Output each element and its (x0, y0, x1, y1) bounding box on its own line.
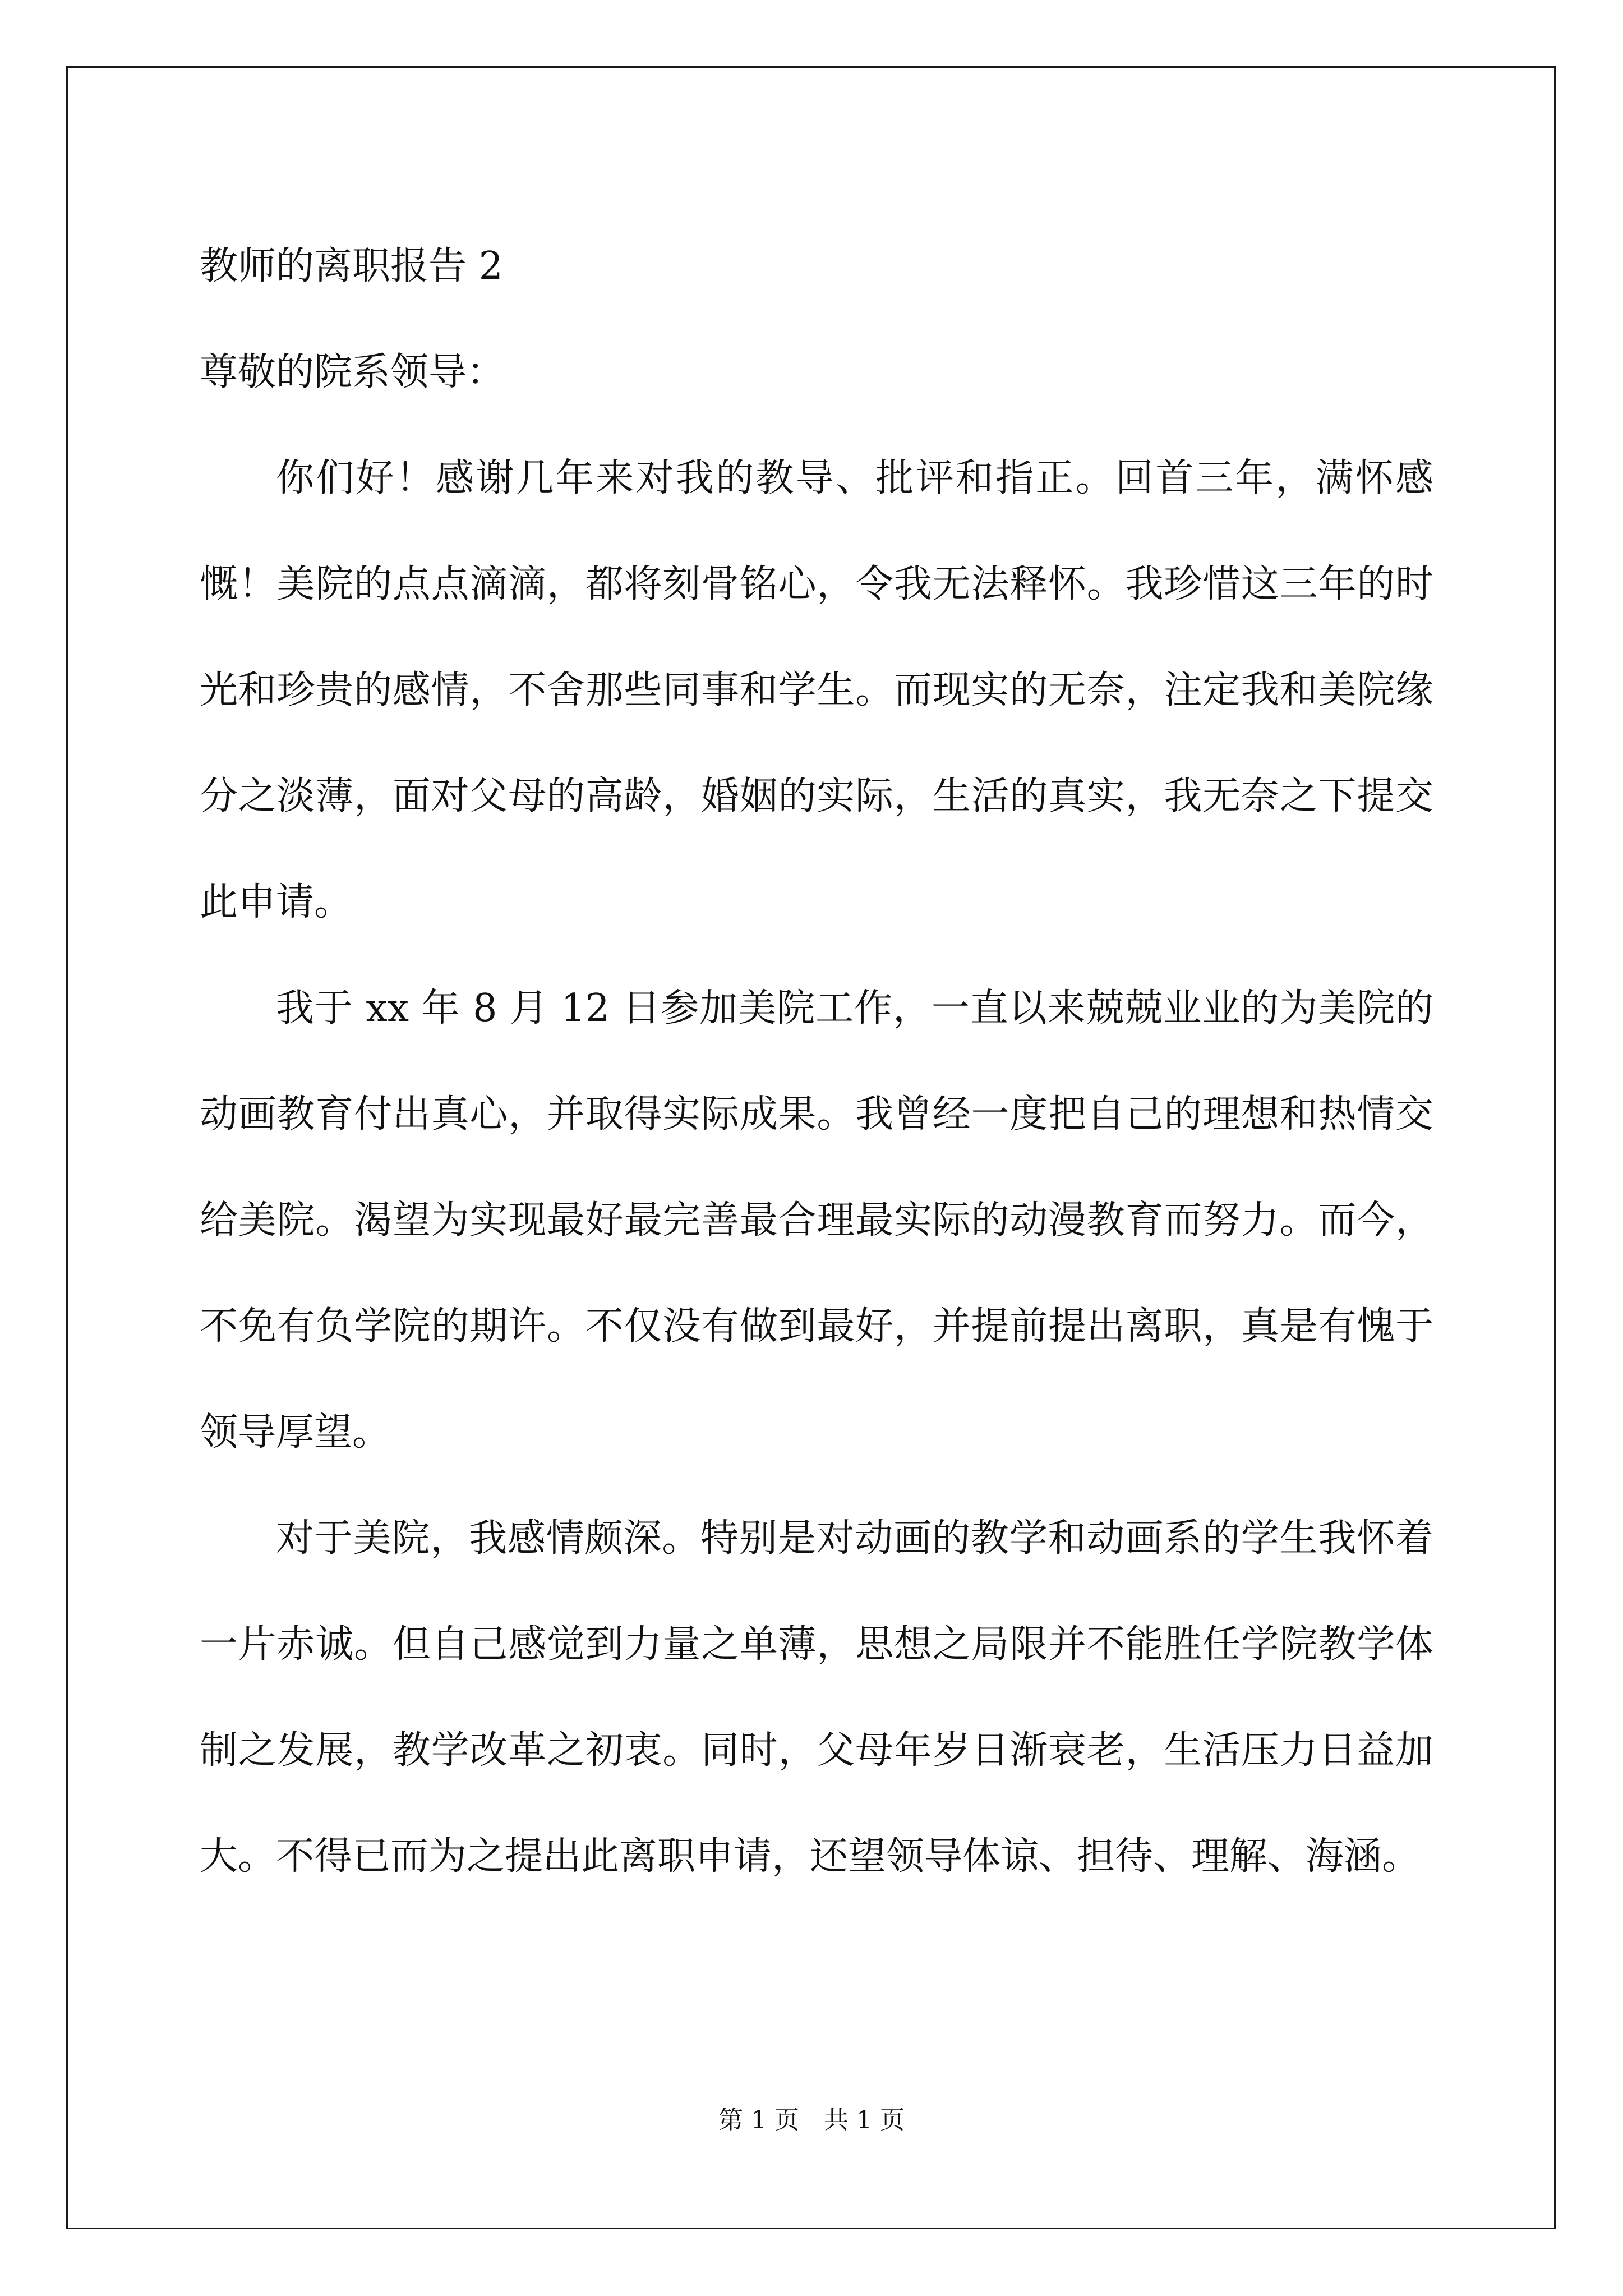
paragraph-2: 我于 xx 年 8 月 12 日参加美院工作，一直以来兢兢业业的为美院的动画教育付出真心，并取得实际成果。我曾经一度把自己的理想和热情交给美院。渴望为实现最好最完善最合理最实际的动漫教育而努力。而今，不免有负学院的期许。不仅没有做到最好，并提前提出离职，真是有愧于领导厚望。 (200, 986, 1433, 1455)
page-footer: 第 1 页 共 1 页 (718, 2106, 905, 2134)
document-title: 教师的离职报告 2 (200, 244, 503, 288)
paragraph-3: 对于美院，我感情颇深。特别是对动画的教学和动画系的学生我怀着一片赤诚。但自己感觉到力量之单薄，思想之局限并不能胜任学院教学体制之发展，教学改革之初衷。同时，父母年岁日渐衰老，生活压力日益加大。不得已而为之提出此离职申请，还望领导体谅、担待、理解、海涵。 (200, 1516, 1433, 1879)
paragraph-1: 你们好！感谢几年来对我的教导、批评和指正。回首三年，满怀感慨！美院的点点滴滴，都将刻骨铭心，令我无法释怀。我珍惜这三年的时光和珍贵的感情，不舍那些同事和学生。而现实的无奈，注定我和美院缘分之淡薄，面对父母的高龄，婚姻的实际，生活的真实，我无奈之下提交此申请。 (200, 456, 1433, 924)
document-body (200, 213, 1433, 1910)
salutation: 尊敬的院系领导： (200, 350, 505, 394)
